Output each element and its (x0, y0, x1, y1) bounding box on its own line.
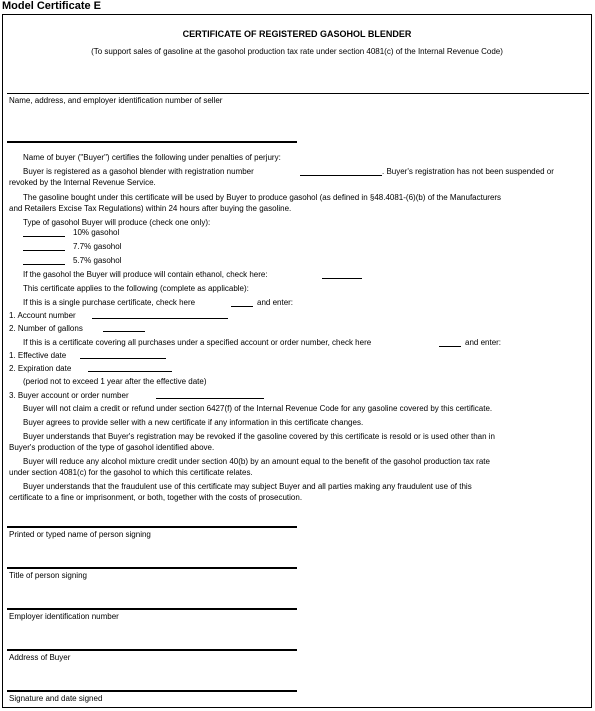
seller-line[interactable] (7, 93, 589, 94)
statement-credit-reduction-b: under section 4081(c) for the gasohol to which this certificate relates. (9, 468, 253, 477)
covering-text-a: If this is a certificate covering all purchases under a specified account or order number, check here (23, 338, 372, 347)
employer-id-line[interactable] (7, 608, 297, 610)
gasohol-type-label: Type of gasohol Buyer will produce (check one only): (23, 218, 211, 227)
covering-text-b: and enter: (465, 338, 502, 347)
form-title: CERTIFICATE OF REGISTERED GASOHOL BLENDER (182, 29, 412, 39)
intro-text: Name of buyer ("Buyer") certifies the following under penalties of perjury: (23, 153, 281, 162)
effective-date-blank[interactable] (80, 358, 166, 359)
buyer-account-blank[interactable] (156, 398, 264, 399)
gasohol-77-label: 7.7% gasohol (73, 242, 122, 251)
title-line[interactable] (7, 567, 297, 569)
printed-name-line[interactable] (7, 526, 297, 528)
account-number-label: 1. Account number (9, 311, 76, 320)
statement-fraud-a: Buyer understands that the fraudulent use of this certificate may subject Buyer and all parties making any fraudulent use of this (23, 482, 472, 491)
statement-fraud-b: certificate to a fine or imprisonment, or both, together with the costs of prosecution. (9, 493, 303, 502)
account-number-blank[interactable] (92, 318, 228, 319)
ethanol-checkbox[interactable] (322, 278, 362, 279)
expiration-date-label: 2. Expiration date (9, 364, 72, 373)
seller-label: Name, address, and employer identification number of seller (9, 96, 223, 105)
registration-text-c: revoked by the Internal Revenue Service. (9, 178, 156, 187)
gasohol-10-checkbox[interactable] (23, 236, 65, 237)
buyer-address-line[interactable] (7, 649, 297, 651)
statement-new-certificate: Buyer agrees to provide seller with a new certificate if any information in this certificate changes. (23, 418, 364, 427)
covering-checkbox[interactable] (439, 346, 461, 347)
statement-credit-reduction-a: Buyer will reduce any alcohol mixture credit under section 40(b) by an amount equal to the benefit of the gasohol production tax rate (23, 457, 490, 466)
buyer-account-label: 3. Buyer account or order number (9, 391, 129, 400)
statement-credit: Buyer will not claim a credit or refund under section 6427(f) of the Internal Revenue Code for any gasoline covered by this certificate. (23, 404, 493, 413)
single-purchase-checkbox[interactable] (231, 306, 253, 307)
single-purchase-text-a: If this is a single purchase certificate, check here (23, 298, 196, 307)
title-label: Title of person signing (9, 571, 87, 580)
effective-date-label: 1. Effective date (9, 351, 67, 360)
gasohol-57-label: 5.7% gasohol (73, 256, 122, 265)
buyer-address-label: Address of Buyer (9, 653, 71, 662)
gasohol-10-label: 10% gasohol (73, 228, 120, 237)
statement-revocation-a: Buyer understands that Buyer's registration may be revoked if the gasoline covered by this certificate is resold or is used other than in (23, 432, 495, 441)
number-of-gallons-label: 2. Number of gallons (9, 324, 83, 333)
gasoline-use-text-a: The gasoline bought under this certificate will be used by Buyer to produce gasohol (as defined in §48.4081-(6)(b) of the Manufacturers (23, 193, 502, 202)
gasohol-77-checkbox[interactable] (23, 250, 65, 251)
ethanol-label: If the gasohol the Buyer will produce will contain ethanol, check here: (23, 270, 268, 279)
certificate-caption: Model Certificate E (2, 0, 102, 12)
form-subtitle: (To support sales of gasoline at the gasohol production tax rate under section 4081(c) of the Internal Revenue Code) (91, 47, 503, 56)
registration-number-blank[interactable] (300, 175, 382, 176)
signature-line[interactable] (7, 690, 297, 692)
signature-label: Signature and date signed (9, 694, 103, 703)
single-purchase-text-b: and enter: (257, 298, 294, 307)
registration-text-a: Buyer is registered as a gasohol blender with registration number (23, 167, 254, 176)
gasoline-use-text-b: and Retailers Excise Tax Regulations) within 24 hours after buying the gasoline. (9, 204, 292, 213)
employer-id-label: Employer identification number (9, 612, 119, 621)
registration-text-b: . Buyer's registration has not been suspended or (382, 167, 554, 176)
certificate-form (2, 14, 592, 708)
gasohol-57-checkbox[interactable] (23, 264, 65, 265)
period-note: (period not to exceed 1 year after the effective date) (23, 377, 207, 386)
statement-revocation-b: Buyer's production of the type of gasohol identified above. (9, 443, 215, 452)
buyer-name-line[interactable] (7, 141, 297, 143)
applies-label: This certificate applies to the following (complete as applicable): (23, 284, 249, 293)
number-of-gallons-blank[interactable] (103, 331, 145, 332)
printed-name-label: Printed or typed name of person signing (9, 530, 151, 539)
expiration-date-blank[interactable] (88, 371, 172, 372)
